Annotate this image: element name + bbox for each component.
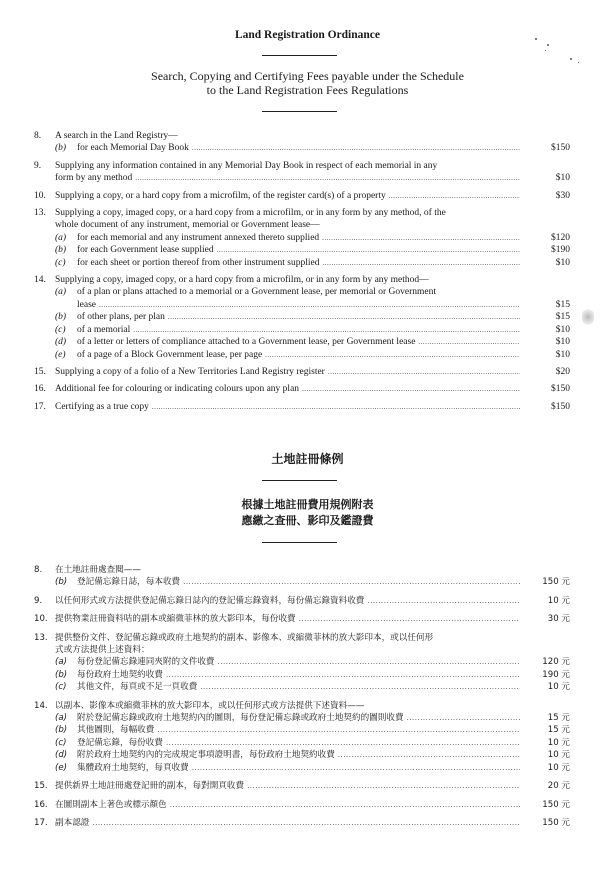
subitem-text <box>77 656 520 668</box>
item-text-line: Supplying any information contained in any Memorial Day Book in respect of each memorial in any <box>55 160 438 171</box>
fee-subitem <box>0 669 615 681</box>
fee-item <box>0 595 615 607</box>
subitem-text <box>77 737 520 749</box>
item-text-line <box>77 724 520 736</box>
dot-leader <box>218 656 520 668</box>
fee-amount: 150 元 <box>542 817 570 828</box>
item-number: 10. <box>34 190 46 201</box>
fee-amount: 190 元 <box>542 669 570 680</box>
fee-subitem <box>0 244 615 256</box>
dot-leader <box>152 401 520 413</box>
fee-subitem <box>0 749 615 761</box>
subitem-text <box>77 576 520 588</box>
item-number: 17. <box>34 817 48 828</box>
item-number: 8. <box>34 131 42 141</box>
fee-amount: $190 <box>551 245 570 256</box>
fee-subitem <box>0 349 615 361</box>
fee-item <box>0 613 615 625</box>
fee-subitem <box>0 681 615 693</box>
subitem-text <box>77 142 520 154</box>
english-subtitle-line-2: to the Land Registration Fees Regulations <box>206 83 409 97</box>
dot-leader <box>265 349 520 361</box>
item-label: of other plans, per plan <box>77 312 165 323</box>
fee-amount: 10 元 <box>547 750 570 761</box>
fee-item <box>0 366 615 378</box>
english-title: Land Registration Ordinance <box>234 29 381 41</box>
fee-amount: $150 <box>551 143 570 154</box>
item-text-line <box>77 669 520 681</box>
item-text <box>55 564 520 576</box>
fee-subitem <box>0 724 615 736</box>
item-text-line <box>77 142 520 154</box>
item-label: 以任何形式或方法提供登記備忘錄日誌內的登記備忘錄資料，每份備忘錄資料收費 <box>55 595 365 606</box>
subitem-letter: (c) <box>55 737 67 748</box>
subitem-letter: (a) <box>55 287 67 298</box>
subitem-letter: (b) <box>55 577 68 588</box>
dot-leader <box>166 737 520 749</box>
subitem-letter: (d) <box>55 337 67 348</box>
dot-leader <box>389 190 520 202</box>
fee-amount: 15 元 <box>547 713 570 724</box>
item-text <box>55 613 520 625</box>
fee-amount: $15 <box>555 299 570 310</box>
dot-leader <box>99 299 520 311</box>
item-number: 9. <box>34 160 42 171</box>
item-text-line <box>55 219 520 231</box>
fee-item <box>0 780 615 792</box>
item-text-line <box>77 257 520 269</box>
item-text-line <box>77 324 520 336</box>
subitem-text <box>77 232 520 244</box>
fee-subitem <box>0 286 615 311</box>
item-text-line <box>55 401 520 413</box>
item-number: 15. <box>34 366 46 377</box>
fee-amount: $15 <box>555 312 570 323</box>
fee-amount: $150 <box>551 384 570 395</box>
item-text-line <box>77 762 520 774</box>
scan-speck <box>570 58 572 60</box>
item-text-line <box>55 274 520 286</box>
item-number: 9. <box>34 595 43 606</box>
subitem-letter: (b) <box>55 245 67 256</box>
fee-amount: $10 <box>555 324 570 335</box>
chinese-subtitle <box>0 497 615 529</box>
item-number: 8. <box>34 565 43 575</box>
fee-subitem <box>0 656 615 668</box>
dot-leader <box>247 780 520 792</box>
item-label: 每份政府土地契約收費 <box>77 669 163 680</box>
item-label: Supplying a copy of a folio of a New Territories Land Registry register <box>55 366 325 377</box>
dot-leader <box>192 762 520 774</box>
item-text <box>55 383 520 395</box>
item-text <box>55 595 520 607</box>
subtitle-divider <box>262 111 337 112</box>
item-label: 其他圖則，每幅收費 <box>77 725 155 736</box>
item-label: 在土地註冊處查閱—— <box>55 565 141 575</box>
dot-leader <box>367 595 520 607</box>
item-label: for each sheet or portion thereof from other instrument supplied <box>77 257 320 268</box>
subitem-letter: (c) <box>55 257 66 268</box>
item-label: 提供新界土地註冊處登記冊的副本，每對開頁收費 <box>55 781 245 792</box>
fee-item <box>0 207 615 232</box>
subitem-text <box>77 324 520 336</box>
dot-leader <box>217 244 520 256</box>
item-label: of a letter or letters of compliance attached to a Government lease, per Government lease <box>77 337 416 348</box>
fee-amount: 150 元 <box>542 577 570 588</box>
chinese-subtitle-divider <box>262 542 337 543</box>
item-text <box>55 190 520 202</box>
fee-subitem <box>0 257 615 269</box>
item-label: Additional fee for colouring or indicating colours upon any plan <box>55 384 300 395</box>
fee-amount: 10 元 <box>547 762 570 773</box>
subitem-letter: (b) <box>55 312 67 323</box>
fee-item <box>0 274 615 286</box>
dot-leader <box>322 257 520 269</box>
item-text-line <box>77 737 520 749</box>
chinese-subtitle-line-2: 應繳之查冊、影印及鑑證費 <box>241 514 374 527</box>
item-number: 13. <box>34 632 48 643</box>
dot-leader <box>170 799 520 811</box>
subitem-text <box>77 681 520 693</box>
item-text-line <box>77 349 520 361</box>
subitem-letter: (b) <box>55 669 68 680</box>
fee-amount: $10 <box>555 173 570 184</box>
item-text-line <box>55 383 520 395</box>
item-text <box>55 700 520 712</box>
fee-subitem <box>0 576 615 588</box>
subitem-letter: (a) <box>55 657 67 668</box>
item-number: 16. <box>34 799 48 810</box>
subitem-letter: (a) <box>55 713 67 724</box>
subitem-text <box>77 311 520 323</box>
english-subtitle <box>0 69 615 97</box>
fee-subitem <box>0 232 615 244</box>
item-text-line <box>77 749 520 761</box>
item-number: 16. <box>34 384 46 395</box>
fee-amount: 30 元 <box>547 614 570 625</box>
item-label: 附於政府土地契約內的完成規定事項證明書，每份政府土地契約收費 <box>77 750 335 761</box>
item-text-line: 提供整份文件、登記備忘錄或政府土地契約的副本、影像本、或縮微菲林的放大影印本，或以任何形 <box>55 632 434 643</box>
item-text <box>55 401 520 413</box>
subitem-text <box>77 244 520 256</box>
item-label: for each memorial and any instrument annexed thereto supplied <box>77 232 320 243</box>
dot-leader <box>183 576 520 588</box>
item-text-line <box>55 613 520 625</box>
item-text-line <box>55 700 520 712</box>
item-label: 其他文件，每頁或不足一頁收費 <box>77 682 198 693</box>
dot-leader <box>92 817 520 829</box>
scan-speck <box>578 62 579 63</box>
dot-leader <box>135 172 520 184</box>
dot-leader <box>166 669 520 681</box>
fee-amount: 10 元 <box>547 595 570 606</box>
scan-speck <box>545 50 546 51</box>
dot-leader <box>328 366 520 378</box>
fee-item <box>0 401 615 413</box>
item-text-line <box>55 564 520 576</box>
item-text-line <box>55 190 520 202</box>
item-label: 登記備忘錄，每份收費 <box>77 737 163 748</box>
subitem-text <box>77 749 520 761</box>
subitem-text <box>77 724 520 736</box>
dot-leader <box>338 749 520 761</box>
item-label: 集體政府土地契約，每頁收費 <box>77 762 189 773</box>
item-label: for each Government lease supplied <box>77 245 214 256</box>
item-number: 10. <box>34 614 48 625</box>
fee-subitem <box>0 142 615 154</box>
english-fee-list <box>0 130 615 418</box>
item-text <box>55 632 520 657</box>
subitem-text <box>77 336 520 348</box>
fee-amount: $120 <box>551 232 570 243</box>
fee-amount: $10 <box>555 349 570 360</box>
item-label: 式或方法提供上述資料： <box>55 645 150 656</box>
fee-item <box>0 383 615 395</box>
item-label: 登記備忘錄日誌，每本收費 <box>77 577 181 588</box>
item-label: lease <box>77 299 96 310</box>
item-text <box>55 274 520 286</box>
item-text-line <box>77 712 520 724</box>
subitem-letter: (c) <box>55 324 66 335</box>
item-text <box>55 207 520 232</box>
english-subtitle-line-1: Search, Copying and Certifying Fees payable under the Schedule <box>151 69 464 83</box>
dot-leader <box>192 142 520 154</box>
item-text-line <box>55 817 520 829</box>
fee-amount: $10 <box>555 337 570 348</box>
item-text-line <box>55 799 520 811</box>
item-label: of a page of a Block Government lease, per page <box>77 349 263 360</box>
item-text-line <box>77 311 520 323</box>
fee-item <box>0 700 615 712</box>
fee-amount: 10 元 <box>547 682 570 693</box>
item-label: 副本認證 <box>55 817 90 828</box>
item-text-line <box>55 130 520 142</box>
dot-leader <box>299 613 520 625</box>
item-text <box>55 817 520 829</box>
fee-item <box>0 160 615 185</box>
fee-subitem <box>0 762 615 774</box>
fee-amount: 15 元 <box>547 725 570 736</box>
fee-item <box>0 190 615 202</box>
item-text <box>55 799 520 811</box>
item-text-line: of a plan or plans attached to a memorial or a Government lease, per memorial or Government <box>77 287 437 298</box>
item-label: Supplying a copy, or a hard copy from a microfilm, of the register card(s) of a property <box>55 190 386 201</box>
item-text-line <box>77 299 520 311</box>
fee-amount: $30 <box>555 190 570 201</box>
subitem-letter: (a) <box>55 232 67 243</box>
item-text-line <box>77 681 520 693</box>
dot-leader <box>133 324 520 336</box>
item-text <box>55 366 520 378</box>
fee-amount: 120 元 <box>542 657 570 668</box>
fee-amount: 20 元 <box>547 781 570 792</box>
item-text-line <box>77 336 520 348</box>
item-number: 15. <box>34 781 48 792</box>
item-text-line <box>55 595 520 607</box>
subitem-letter: (c) <box>55 682 67 693</box>
subitem-text <box>77 257 520 269</box>
subitem-text <box>77 349 520 361</box>
chinese-fee-list <box>0 564 615 835</box>
fee-subitem <box>0 712 615 724</box>
fee-amount: $150 <box>551 401 570 412</box>
fee-subitem <box>0 311 615 323</box>
item-number: 13. <box>34 208 46 219</box>
fee-subitem <box>0 336 615 348</box>
fee-amount: 10 元 <box>547 737 570 748</box>
item-text-line <box>77 576 520 588</box>
subitem-letter: (b) <box>55 725 68 736</box>
subitem-letter: (e) <box>55 349 66 360</box>
item-text-line <box>77 232 520 244</box>
fee-item <box>0 564 615 576</box>
item-label: Supplying a copy, imaged copy, or a hard copy from a microfilm, or in any form by any method— <box>55 275 429 286</box>
item-label: whole document of any instrument, memorial or Government lease— <box>55 220 320 231</box>
item-label: Certifying as a true copy <box>55 401 149 412</box>
dot-leader <box>168 311 520 323</box>
subitem-letter: (b) <box>55 143 67 154</box>
item-label: 提供物業註冊資料咭的副本或縮微菲林的放大影印本，每份收費 <box>55 614 296 625</box>
subitem-text <box>77 712 520 724</box>
item-number: 17. <box>34 401 46 412</box>
item-text-line: Supplying a copy, imaged copy, or a hard copy from a microfilm, or in any form by any method, of the <box>55 208 446 219</box>
subitem-text <box>77 669 520 681</box>
dot-leader <box>418 336 520 348</box>
item-label: 在圖則副本上著色或標示顏色 <box>55 799 167 810</box>
fee-item <box>0 632 615 657</box>
item-text-line <box>55 644 520 656</box>
item-spacer <box>0 829 615 835</box>
chinese-title-divider <box>262 480 337 481</box>
item-label: of a memorial <box>77 324 131 335</box>
item-number: 14. <box>34 275 46 286</box>
fee-subitem <box>0 324 615 336</box>
item-number: 14. <box>34 700 48 711</box>
item-text-line <box>55 366 520 378</box>
subitem-letter: (d) <box>55 750 68 761</box>
subitem-text <box>77 762 520 774</box>
fee-item <box>0 817 615 829</box>
fee-item <box>0 130 615 142</box>
item-text-line <box>77 244 520 256</box>
dot-leader <box>322 232 520 244</box>
dot-leader <box>302 383 520 395</box>
item-text <box>55 160 520 185</box>
fee-item <box>0 799 615 811</box>
chinese-title: 土地註冊條例 <box>271 452 344 466</box>
item-label: A search in the Land Registry— <box>55 131 178 141</box>
item-text <box>55 780 520 792</box>
item-text-line <box>55 172 520 184</box>
item-label: form by any method <box>55 173 133 184</box>
scan-speck <box>547 44 549 46</box>
dot-leader <box>157 724 520 736</box>
fee-amount: 150 元 <box>542 799 570 810</box>
item-text <box>55 130 520 142</box>
item-text-line <box>77 656 520 668</box>
dot-leader <box>407 712 520 724</box>
item-label: 以副本、影像本或縮微菲林的放大影印本，或以任何形式或方法提供下述資料—— <box>55 700 365 711</box>
fee-amount: $20 <box>555 366 570 377</box>
fee-amount: $10 <box>555 257 570 268</box>
chinese-subtitle-line-1: 根據土地註冊費用規例附表 <box>241 498 374 511</box>
item-label: 每份登記備忘錄連同夾附的文件收費 <box>77 657 215 668</box>
item-label: for each Memorial Day Book <box>77 143 189 154</box>
subitem-letter: (e) <box>55 762 67 773</box>
subitem-text <box>77 286 520 311</box>
item-label: 附於登記備忘錄或政府土地契約內的圖則，每份登記備忘錄或政府土地契約的圖則收費 <box>77 713 404 724</box>
item-spacer <box>0 413 615 418</box>
item-text-line <box>55 780 520 792</box>
dot-leader <box>200 681 520 693</box>
title-divider <box>262 55 337 56</box>
fee-subitem <box>0 737 615 749</box>
